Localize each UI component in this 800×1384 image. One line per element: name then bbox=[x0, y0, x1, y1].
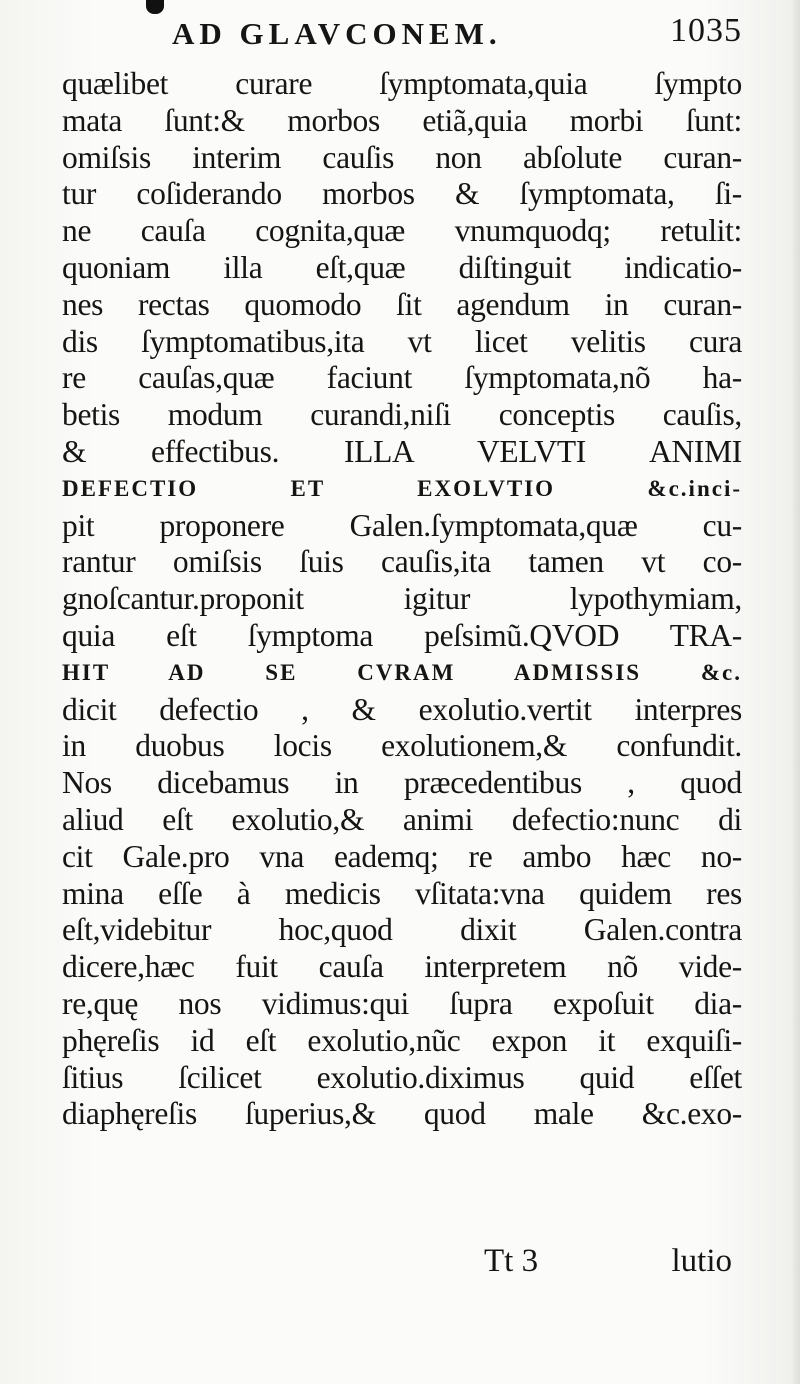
text-line: quælibet curare ſymptomata,quia ſympto bbox=[62, 66, 742, 101]
text-line: phęreſis id eſt exolutio,nũc expon it exquiſi- bbox=[62, 1022, 742, 1058]
text-line: Nos dicebamus in præcedentibus , quod bbox=[62, 765, 742, 801]
page-number: 1035 bbox=[670, 12, 742, 49]
page-footer bbox=[62, 1243, 732, 1283]
text-line-caps: HIT AD SE CVRAM ADMISSIS &c. bbox=[62, 659, 742, 685]
text-line: cit Gale.pro vna eademq; re ambo hæc no- bbox=[62, 838, 742, 874]
text-line-caps: DEFECTIO ET EXOLVTIO &c.inci- bbox=[62, 475, 742, 501]
text-line: re,quę nos vidimus:qui ſupra expoſuit dia- bbox=[62, 985, 742, 1021]
page-header bbox=[172, 12, 742, 56]
text-line: gnoſcantur.proponit igitur lypothymiam, bbox=[62, 581, 742, 617]
body-text bbox=[62, 66, 742, 1133]
text-line: dicit defectio , & exolutio.vertit interpres bbox=[62, 691, 742, 727]
text-line: re cauſas,quæ faciunt ſymptomata,nõ ha- bbox=[62, 360, 742, 396]
text-line: dicere,hæc fuit cauſa interpretem nõ vide- bbox=[62, 949, 742, 985]
text-line: quia eſt ſymptoma peſsimũ.QVOD TRA- bbox=[62, 617, 742, 653]
text-line: tur coſiderando morbos & ſymptomata, ſi- bbox=[62, 176, 742, 212]
catchword: lutio bbox=[671, 1243, 732, 1279]
text-line: pit proponere Galen.ſymptomata,quæ cu- bbox=[62, 507, 742, 543]
text-line: quoniam illa eſt,quæ diſtinguit indicatio- bbox=[62, 249, 742, 285]
text-line: rantur omiſsis ſuis cauſis,ita tamen vt co- bbox=[62, 544, 742, 580]
text-line: ne cauſa cognita,quæ vnumquodq; retulit: bbox=[62, 213, 742, 249]
text-line: ſitius ſcilicet exolutio.diximus quid eſſet bbox=[62, 1059, 742, 1095]
text-line: mata ſunt:& morbos etiã,quia morbi ſunt: bbox=[62, 102, 742, 138]
text-line: betis modum curandi,niſi conceptis cauſis, bbox=[62, 397, 742, 433]
text-line: aliud eſt exolutio,& animi defectio:nunc di bbox=[62, 801, 742, 837]
signature-mark: Tt 3 bbox=[484, 1243, 539, 1279]
running-head: AD GLAVCONEM. bbox=[172, 16, 502, 51]
text-line: nes rectas quomodo ſit agendum in curan- bbox=[62, 286, 742, 322]
ink-blot bbox=[146, 0, 164, 14]
page-edge-shadow bbox=[790, 0, 800, 1384]
text-line: omiſsis interim cauſis non abſolute curan- bbox=[62, 139, 742, 175]
text-line: mina eſſe à medicis vſitata:vna quidem res bbox=[62, 875, 742, 911]
text-line: diaphęreſis ſuperius,& quod male &c.exo- bbox=[62, 1096, 742, 1132]
text-line: & effectibus. ILLA VELVTI ANIMI bbox=[62, 433, 742, 469]
text-line: eſt,videbitur hoc,quod dixit Galen.contra bbox=[62, 912, 742, 948]
text-line: dis ſymptomatibus,ita vt licet velitis cura bbox=[62, 323, 742, 359]
text-line: in duobus locis exolutionem,& confundit. bbox=[62, 728, 742, 764]
